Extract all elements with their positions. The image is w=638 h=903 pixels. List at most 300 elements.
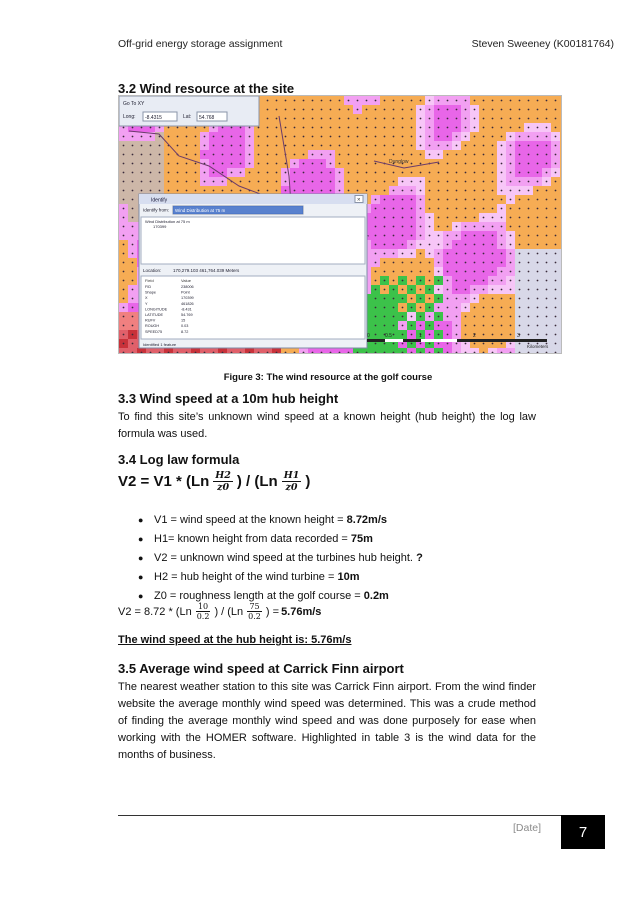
map-cell xyxy=(560,204,561,213)
map-point xyxy=(492,118,494,120)
map-point xyxy=(123,145,125,147)
map-point xyxy=(123,190,125,192)
map-point xyxy=(519,253,521,255)
map-point xyxy=(483,154,485,156)
map-point xyxy=(357,118,359,120)
map-point xyxy=(132,163,134,165)
map-point xyxy=(501,136,503,138)
map-point xyxy=(555,325,557,327)
map-point xyxy=(384,145,386,147)
map-point xyxy=(447,244,449,246)
map-point xyxy=(411,307,413,309)
map-point xyxy=(555,136,557,138)
map-point xyxy=(528,190,530,192)
map-point xyxy=(213,145,215,147)
map-point xyxy=(555,217,557,219)
map-point xyxy=(438,280,440,282)
map-point xyxy=(483,199,485,201)
map-point xyxy=(321,136,323,138)
map-point xyxy=(294,163,296,165)
map-point xyxy=(393,325,395,327)
map-point xyxy=(465,235,467,237)
map-point xyxy=(438,154,440,156)
map-point xyxy=(546,154,548,156)
map-point xyxy=(375,235,377,237)
map-point xyxy=(474,325,476,327)
map-point xyxy=(555,343,557,345)
map-point xyxy=(249,136,251,138)
map-point xyxy=(393,208,395,210)
map-point xyxy=(402,298,404,300)
map-point xyxy=(375,334,377,336)
map-point xyxy=(429,280,431,282)
map-point xyxy=(204,145,206,147)
map-point xyxy=(384,325,386,327)
map-point xyxy=(537,163,539,165)
map-point xyxy=(402,343,404,345)
map-point xyxy=(249,145,251,147)
toolbar-lat-label: Lat: xyxy=(183,114,192,120)
map-point xyxy=(483,172,485,174)
map-point xyxy=(546,280,548,282)
map-point xyxy=(438,262,440,264)
map-point xyxy=(420,109,422,111)
map-point xyxy=(231,136,233,138)
map-point xyxy=(492,253,494,255)
map-point xyxy=(141,127,143,129)
map-point xyxy=(519,145,521,147)
map-point xyxy=(429,208,431,210)
map-point xyxy=(492,316,494,318)
toolbar-lat-value: 54.768 xyxy=(199,115,215,121)
map-point xyxy=(528,109,530,111)
map-point xyxy=(249,163,251,165)
map-point xyxy=(465,100,467,102)
map-point xyxy=(519,127,521,129)
map-point xyxy=(231,145,233,147)
map-point xyxy=(438,226,440,228)
map-point xyxy=(447,208,449,210)
map-point xyxy=(312,181,314,183)
map-point xyxy=(303,118,305,120)
map-point xyxy=(375,316,377,318)
map-point xyxy=(393,253,395,255)
map-point xyxy=(186,127,188,129)
map-point xyxy=(420,325,422,327)
map-point xyxy=(402,109,404,111)
map-point xyxy=(438,325,440,327)
map-point xyxy=(186,163,188,165)
map-point xyxy=(465,199,467,201)
map-point xyxy=(195,136,197,138)
identify-from-label: Identify from: xyxy=(143,207,170,213)
map-point xyxy=(231,127,233,129)
map-point xyxy=(501,127,503,129)
map-point xyxy=(555,127,557,129)
map-point xyxy=(123,316,125,318)
map-point xyxy=(429,262,431,264)
map-point xyxy=(492,289,494,291)
map-point xyxy=(528,199,530,201)
formula-end: ) xyxy=(305,473,311,490)
map-point xyxy=(132,244,134,246)
map-point xyxy=(150,127,152,129)
map-point xyxy=(528,172,530,174)
map-point xyxy=(321,181,323,183)
identify-tree xyxy=(141,217,365,264)
map-point xyxy=(474,244,476,246)
map-point xyxy=(384,217,386,219)
map-point xyxy=(465,217,467,219)
map-point xyxy=(330,109,332,111)
map-point xyxy=(411,226,413,228)
map-point xyxy=(402,145,404,147)
map-point xyxy=(204,190,206,192)
map-point xyxy=(249,154,251,156)
map-point xyxy=(546,262,548,264)
map-point xyxy=(393,181,395,183)
map-point xyxy=(123,226,125,228)
map-point xyxy=(483,226,485,228)
tree-item: Wind Distribution at 75 m xyxy=(145,219,190,224)
tree-subitem: 170399 xyxy=(153,224,167,229)
map-point xyxy=(429,145,431,147)
map-point xyxy=(321,163,323,165)
map-point xyxy=(447,334,449,336)
location-value: 170,279.103 461,764.039 Meters xyxy=(173,268,240,273)
map-point xyxy=(123,289,125,291)
map-point xyxy=(528,307,530,309)
map-point xyxy=(474,343,476,345)
calc-mid: ) / (Ln xyxy=(214,605,244,618)
map-point xyxy=(276,190,278,192)
map-point xyxy=(546,289,548,291)
map-point xyxy=(447,307,449,309)
map-point xyxy=(321,127,323,129)
map-point xyxy=(501,181,503,183)
map-point xyxy=(402,181,404,183)
map-point xyxy=(465,172,467,174)
attribute-field: FID xyxy=(145,285,152,289)
map-point xyxy=(132,262,134,264)
map-point xyxy=(483,109,485,111)
map-point xyxy=(429,253,431,255)
map-point xyxy=(474,289,476,291)
map-point xyxy=(519,172,521,174)
map-point xyxy=(510,280,512,282)
map-point xyxy=(141,136,143,138)
attribute-field: SPEED75 xyxy=(145,329,163,334)
log-law-formula xyxy=(118,470,310,493)
map-point xyxy=(483,343,485,345)
map-point xyxy=(510,181,512,183)
map-point xyxy=(510,172,512,174)
map-point xyxy=(510,154,512,156)
map-point xyxy=(555,262,557,264)
map-point xyxy=(375,226,377,228)
map-point xyxy=(303,181,305,183)
header-author: Steven Sweeney (K00181764) xyxy=(471,38,614,50)
map-point xyxy=(375,325,377,327)
map-point xyxy=(492,154,494,156)
map-point xyxy=(258,163,260,165)
map-point xyxy=(348,100,350,102)
map-point xyxy=(375,109,377,111)
map-point xyxy=(537,298,539,300)
map-point xyxy=(474,217,476,219)
map-point xyxy=(555,298,557,300)
map-point xyxy=(501,199,503,201)
dialog-title: Identify xyxy=(151,197,168,204)
map-point xyxy=(393,145,395,147)
attribute-field: RUFV xyxy=(145,318,156,323)
attribute-field: X xyxy=(145,296,148,301)
map-point xyxy=(519,163,521,165)
map-point xyxy=(411,262,413,264)
map-point xyxy=(168,127,170,129)
map-point xyxy=(555,208,557,210)
map-point xyxy=(546,199,548,201)
map-point xyxy=(474,208,476,210)
map-point xyxy=(258,181,260,183)
map-point xyxy=(429,235,431,237)
bullet-icon: ● xyxy=(138,514,144,525)
map-point xyxy=(213,163,215,165)
map-point xyxy=(501,253,503,255)
map-point xyxy=(501,271,503,273)
map-point xyxy=(168,154,170,156)
map-point xyxy=(519,109,521,111)
map-point xyxy=(213,181,215,183)
map-point xyxy=(537,253,539,255)
map-point xyxy=(393,289,395,291)
map-point xyxy=(546,109,548,111)
map-point xyxy=(420,343,422,345)
map-point xyxy=(375,145,377,147)
map-point xyxy=(501,208,503,210)
map-point xyxy=(303,190,305,192)
map-point xyxy=(294,181,296,183)
map-point xyxy=(429,172,431,174)
map-point xyxy=(537,199,539,201)
map-point xyxy=(501,109,503,111)
map-point xyxy=(375,307,377,309)
map-point xyxy=(492,262,494,264)
map-point xyxy=(456,226,458,228)
formula-mid: ) / (Ln xyxy=(236,473,278,490)
map-point xyxy=(195,127,197,129)
map-point xyxy=(393,271,395,273)
map-point xyxy=(411,127,413,129)
map-point xyxy=(276,145,278,147)
map-point xyxy=(312,118,314,120)
map-point xyxy=(456,118,458,120)
map-point xyxy=(141,154,143,156)
page-number: 7 xyxy=(561,815,605,849)
attribute-field: LATITUDE xyxy=(145,313,164,317)
map-point xyxy=(294,136,296,138)
figure-caption: Figure 3: The wind resource at the golf course xyxy=(223,372,433,383)
map-point xyxy=(258,136,260,138)
formula-lhs: V2 = V1 * (Ln xyxy=(118,473,210,490)
map-point xyxy=(528,100,530,102)
map-point xyxy=(402,226,404,228)
attribute-field: Shape xyxy=(145,290,156,295)
map-point xyxy=(465,163,467,165)
map-point xyxy=(213,127,215,129)
calc-end: ) = xyxy=(265,605,280,618)
map-point xyxy=(510,235,512,237)
map-point xyxy=(528,163,530,165)
map-point xyxy=(456,334,458,336)
map-point xyxy=(501,298,503,300)
map-point xyxy=(240,190,242,192)
map-point xyxy=(483,100,485,102)
formula-numerator: H2 xyxy=(215,470,231,481)
map-point xyxy=(303,172,305,174)
map-point xyxy=(186,136,188,138)
map-point xyxy=(375,127,377,129)
map-point xyxy=(330,100,332,102)
map-point xyxy=(537,172,539,174)
map-point xyxy=(465,298,467,300)
map-point xyxy=(177,136,179,138)
map-point xyxy=(483,244,485,246)
map-point xyxy=(519,307,521,309)
map-point xyxy=(510,289,512,291)
map-point xyxy=(501,289,503,291)
map-point xyxy=(195,154,197,156)
map-point xyxy=(546,172,548,174)
map-point xyxy=(429,100,431,102)
map-point xyxy=(456,127,458,129)
map-point xyxy=(519,181,521,183)
map-point xyxy=(519,136,521,138)
map-point xyxy=(321,109,323,111)
map-point xyxy=(420,235,422,237)
map-point xyxy=(123,325,125,327)
map-cell xyxy=(560,267,561,276)
map-point xyxy=(528,298,530,300)
map-point xyxy=(384,280,386,282)
map-point xyxy=(213,136,215,138)
map-point xyxy=(384,100,386,102)
map-point xyxy=(456,343,458,345)
map-point xyxy=(294,127,296,129)
map-point xyxy=(393,298,395,300)
list-item: ● H2 = hub height of the wind turbine = 10m xyxy=(118,567,423,586)
map-point xyxy=(348,163,350,165)
map-point xyxy=(330,154,332,156)
map-point xyxy=(285,100,287,102)
map-point xyxy=(447,343,449,345)
map-point xyxy=(186,172,188,174)
map-point xyxy=(384,289,386,291)
map-point xyxy=(447,217,449,219)
map-point xyxy=(438,271,440,273)
map-point xyxy=(492,235,494,237)
map-point xyxy=(159,127,161,129)
map-point xyxy=(132,334,134,336)
map-point xyxy=(150,172,152,174)
map-point xyxy=(438,208,440,210)
map-point xyxy=(303,109,305,111)
map-point xyxy=(474,199,476,201)
map-point xyxy=(429,109,431,111)
map-point xyxy=(465,262,467,264)
map-point xyxy=(501,100,503,102)
map-point xyxy=(411,244,413,246)
map-point xyxy=(222,172,224,174)
map-point xyxy=(483,217,485,219)
map-point xyxy=(375,253,377,255)
map-point xyxy=(123,154,125,156)
map-point xyxy=(528,118,530,120)
calc-start: V2 = 8.72 * (Ln xyxy=(118,605,192,618)
map-cell xyxy=(560,132,561,141)
map-point xyxy=(249,127,251,129)
map-point xyxy=(348,118,350,120)
map-point xyxy=(375,217,377,219)
map-point xyxy=(420,271,422,273)
map-point xyxy=(285,145,287,147)
map-point xyxy=(384,190,386,192)
map-point xyxy=(510,244,512,246)
map-point xyxy=(393,127,395,129)
map-point xyxy=(537,334,539,336)
map-point xyxy=(276,127,278,129)
map-cell xyxy=(560,240,561,249)
map-point xyxy=(483,136,485,138)
map-point xyxy=(285,127,287,129)
map-point xyxy=(447,253,449,255)
map-point xyxy=(240,136,242,138)
map-point xyxy=(447,172,449,174)
map-point xyxy=(429,289,431,291)
map-point xyxy=(465,118,467,120)
map-point xyxy=(132,145,134,147)
map-point xyxy=(258,127,260,129)
map-point xyxy=(339,127,341,129)
formula-fraction-h1-z0 xyxy=(282,470,302,493)
map-point xyxy=(159,163,161,165)
map-point xyxy=(339,154,341,156)
map-point xyxy=(123,199,125,201)
map-point xyxy=(132,190,134,192)
map-point xyxy=(501,343,503,345)
map-point xyxy=(267,118,269,120)
map-point xyxy=(492,172,494,174)
map-point xyxy=(420,307,422,309)
map-point xyxy=(366,109,368,111)
map-point xyxy=(132,271,134,273)
map-point xyxy=(483,262,485,264)
map-point xyxy=(429,154,431,156)
map-point xyxy=(177,190,179,192)
map-point xyxy=(159,190,161,192)
map-point xyxy=(420,226,422,228)
map-point xyxy=(285,118,287,120)
map-point xyxy=(492,271,494,273)
map-point xyxy=(366,100,368,102)
map-point xyxy=(123,244,125,246)
map-point xyxy=(447,181,449,183)
map-point xyxy=(501,280,503,282)
map-point xyxy=(267,181,269,183)
map-point xyxy=(483,253,485,255)
map-point xyxy=(483,307,485,309)
map-point xyxy=(537,280,539,282)
